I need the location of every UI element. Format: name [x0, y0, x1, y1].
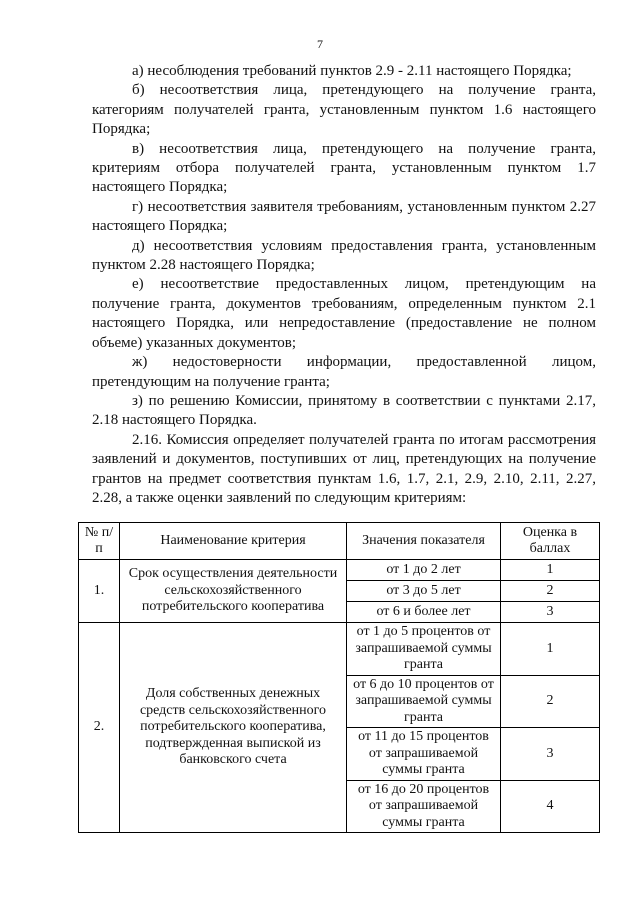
table-row	[79, 623, 600, 676]
header-value: Значения показателя	[347, 523, 501, 560]
criterion-name: Срок осуществления деятельности сельскохозяйственного потребительского кооператива	[120, 560, 347, 623]
paragraph-v: в) несоответствия лица, претендующего на получение гранта, критериям отбора получателей гранта, установленным пунктом 1.7 настоящего Порядка;	[92, 140, 596, 196]
paragraph-g: г) несоответствия заявителя требованиям, установленным пунктом 2.27 настоящего Порядка;	[92, 198, 596, 235]
table-row	[79, 560, 600, 581]
paragraph-d: д) несоответствия условиям предоставления гранта, установленным пунктом 2.28 настоящего Порядка;	[92, 237, 596, 274]
indicator-value: от 1 до 2 лет	[347, 560, 501, 581]
score-value: 2	[501, 581, 600, 602]
paragraph-a: а) несоблюдения требований пунктов 2.9 - 2.11 настоящего Порядка;	[132, 63, 572, 79]
indicator-value: от 11 до 15 процентов от запрашиваемой суммы гранта	[347, 728, 501, 781]
score-value: 2	[501, 675, 600, 728]
header-num: № п/п	[79, 523, 120, 560]
score-value: 1	[501, 623, 600, 676]
header-criterion: Наименование критерия	[120, 523, 347, 560]
criteria-table	[78, 522, 600, 833]
indicator-value: от 3 до 5 лет	[347, 581, 501, 602]
table-header-row	[79, 523, 600, 560]
criterion-num: 1.	[79, 560, 120, 623]
paragraph-z: з) по решению Комиссии, принятому в соответствии с пунктами 2.17, 2.18 настоящего Порядка.	[92, 392, 596, 429]
page-number: 7	[317, 37, 323, 51]
score-value: 3	[501, 728, 600, 781]
criterion-num: 2.	[79, 623, 120, 833]
indicator-value: от 1 до 5 процентов от запрашиваемой суммы гранта	[347, 623, 501, 676]
score-value: 4	[501, 780, 600, 833]
document-body	[92, 62, 596, 508]
paragraph-2-16: 2.16. Комиссия определяет получателей гранта по итогам рассмотрения заявлений и документов, поступивших от лиц, претендующих на получение грантов на предмет соответствия пунктам 1.6, 1.7, 2.1, 2.9, 2.10, 2.11, 2.27, 2.28, а также оценки заявлений по следующим критериям:	[92, 431, 596, 506]
paragraph-e: е) несоответствие предоставленных лицом, претендующим на получение гранта, документов требованиям, определенным пунктом 2.1 настоящего Порядка, или непредоставление (предоставление не полном объеме) указанных документов;	[92, 276, 596, 351]
criterion-name: Доля собственных денежных средств сельскохозяйственного потребительского кооператива, подтвержденная выпиской из банковского счета	[120, 623, 347, 833]
paragraph-zh: ж) недостоверности информации, предоставленной лицом, претендующим на получение гранта;	[92, 354, 596, 390]
score-value: 1	[501, 560, 600, 581]
header-score: Оценка в баллах	[501, 523, 600, 560]
indicator-value: от 6 и более лет	[347, 602, 501, 623]
indicator-value: от 16 до 20 процентов от запрашиваемой суммы гранта	[347, 780, 501, 833]
paragraph-b: б) несоответствия лица, претендующего на получение гранта, категориям получателей гранта, установленным пунктом 1.6 настоящего Порядка;	[92, 82, 596, 138]
indicator-value: от 6 до 10 процентов от запрашиваемой суммы гранта	[347, 675, 501, 728]
score-value: 3	[501, 602, 600, 623]
